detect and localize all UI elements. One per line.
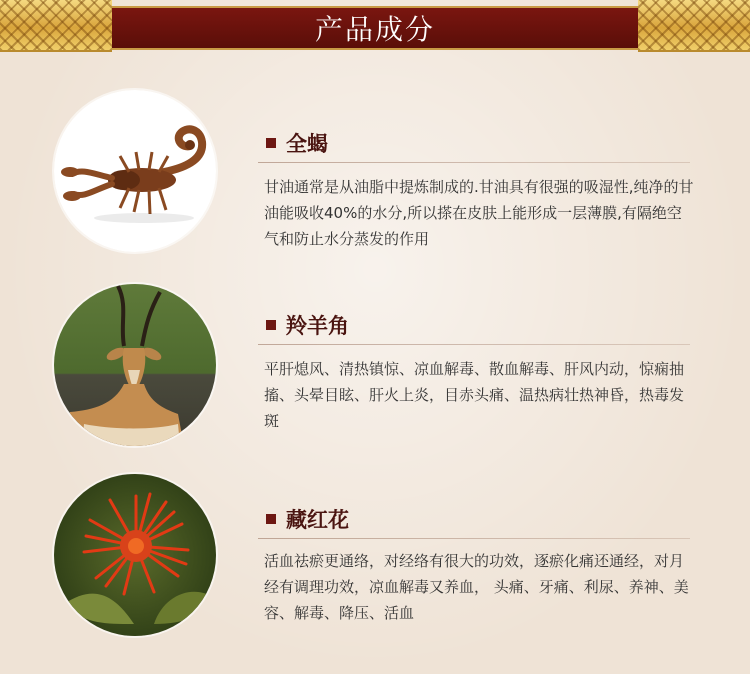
- ingredient-heading: [266, 128, 328, 158]
- ingredient-section-antelope: [0, 284, 750, 454]
- ingredient-name: 羚羊角: [286, 314, 349, 338]
- ingredient-section-saffron: [0, 474, 750, 644]
- header-banner: [0, 0, 750, 52]
- antelope-photo: [54, 284, 216, 446]
- ingredient-heading: [266, 504, 349, 534]
- divider: [258, 344, 690, 345]
- right-ornament: [638, 0, 750, 52]
- ingredient-description: 平肝熄风、清热镇惊、凉血解毒、散血解毒、肝风内动，惊痫抽搐、头晕目眩、肝火上炎，目赤头痛、温热病壮热神昏，热毒发斑: [264, 360, 685, 430]
- ingredient-name: 藏红花: [286, 508, 349, 532]
- bullet-square: [266, 320, 276, 330]
- ingredient-description: 活血祛瘀更通络，对经络有很大的功效，逐瘀化痛还通经，对月经有调理功效，凉血解毒又养血， 头痛、牙痛、利尿、养神、美容、解毒、降压、活血: [264, 552, 689, 622]
- divider: [258, 538, 690, 539]
- divider: [258, 162, 690, 163]
- page-title: 产品成分: [314, 13, 435, 46]
- bullet-square: [266, 138, 276, 148]
- ingredient-section-scorpion: [0, 90, 750, 260]
- ingredient-name: 全蝎: [286, 132, 328, 156]
- ingredient-description: 甘油通常是从油脂中提炼制成的.甘油具有很强的吸湿性,纯净的甘油能吸收40%的水分,所以搽在皮肤上能形成一层薄膜,有隔绝空气和防止水分蒸发的作用: [264, 178, 694, 248]
- saffron-flower-photo: [54, 474, 216, 636]
- title-bar: [112, 6, 638, 50]
- bullet-square: [266, 514, 276, 524]
- ingredient-heading: [266, 310, 349, 340]
- scorpion-photo: [54, 90, 216, 252]
- left-ornament: [0, 0, 112, 52]
